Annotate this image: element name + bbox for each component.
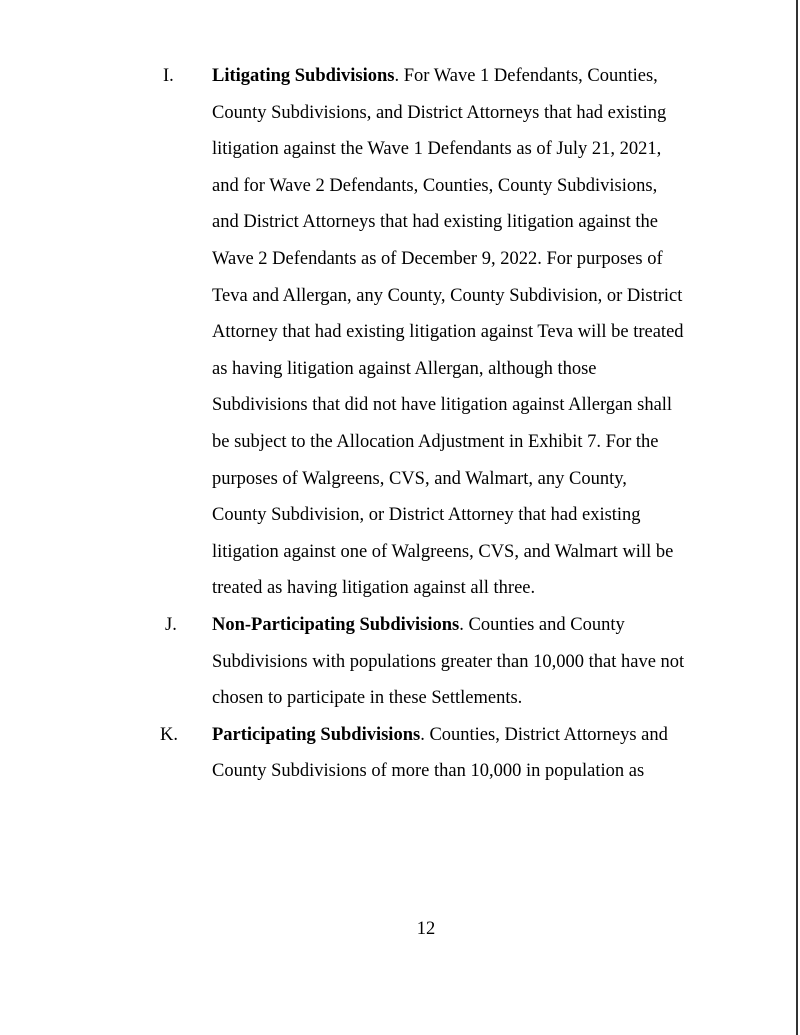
text-line: County Subdivisions, and District Attorneys that had existing (212, 102, 667, 123)
text-line: County Subdivision, or District Attorney that had existing (212, 505, 641, 526)
text-line: Wave 2 Defendants as of December 9, 2022. For purposes of (212, 249, 663, 269)
text-line: chosen to participate in these Settlements. (212, 688, 523, 709)
item-text: . Counties and County (459, 615, 625, 635)
text-line: Teva and Allergan, any County, County Subdivision, or District (212, 285, 683, 306)
item-heading: Litigating Subdivisions (212, 66, 395, 86)
page-edge (796, 0, 798, 1035)
text-line: and District Attorneys that had existing litigation against the (212, 212, 658, 233)
text-line: Subdivisions that did not have litigation against Allergan shall (212, 395, 673, 416)
text-line: be subject to the Allocation Adjustment in Exhibit 7. For the (212, 432, 659, 452)
item-heading: Participating Subdivisions (212, 724, 421, 745)
text-line: litigation against one of Walgreens, CVS, and Walmart will be (212, 541, 674, 562)
text-line (212, 614, 625, 636)
text-line: Attorney that had existing litigation against Teva will be treated (212, 322, 684, 343)
text-line: Subdivisions with populations greater than 10,000 that have not (212, 651, 685, 672)
item-text: . For Wave 1 Defendants, Counties, (394, 66, 658, 86)
text-line: County Subdivisions of more than 10,000 in population as (212, 761, 645, 782)
page-number: 12 (416, 919, 436, 939)
item-heading: Non-Participating Subdivisions (212, 615, 460, 635)
item-text: . Counties, District Attorneys and (420, 724, 668, 745)
item-label: K. (160, 724, 178, 745)
text-line: purposes of Walgreens, CVS, and Walmart, any County, (212, 468, 627, 489)
text-line: litigation against the Wave 1 Defendants as of July 21, 2021, (212, 139, 662, 160)
text-line: as having litigation against Allergan, although those (212, 358, 597, 379)
text-line (212, 724, 668, 746)
text-line: and for Wave 2 Defendants, Counties, County Subdivisions, (212, 175, 658, 196)
item-label: I. (163, 66, 174, 86)
item-label: J. (165, 615, 177, 635)
text-line (212, 65, 658, 87)
text-line: treated as having litigation against all three. (212, 578, 536, 599)
